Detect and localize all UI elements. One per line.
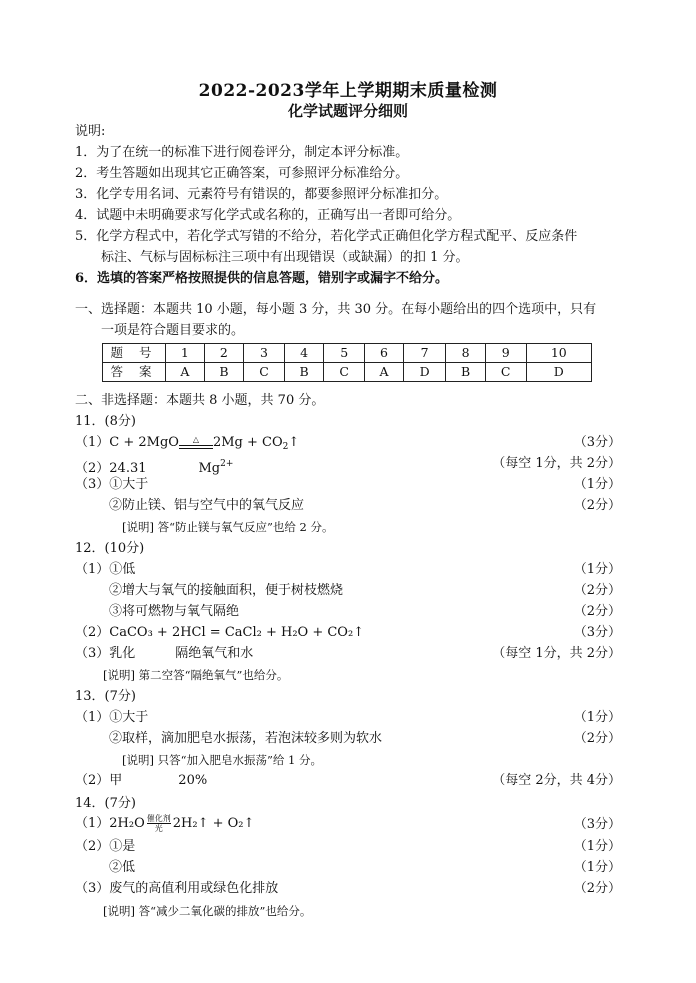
superscript: 2+ [220,459,234,469]
q13-part1a [75,709,148,727]
question-14-head: 14．(7分) [75,796,136,811]
note-item: 6．选填的答案严格按照提供的信息答题，错别字或漏字不给分。 [75,271,449,286]
table-cell: B [204,363,243,382]
table-cell: B [446,363,485,382]
part-label: （2） [75,839,110,854]
score: （每空 1分，共 2分） [492,456,621,471]
table-row-numbers [103,344,592,363]
answer-text: ②增大与氧气的接触面积，便于树枝燃烧 [109,583,344,598]
equation-products: 2H₂↑ + O₂↑ [172,816,255,831]
score: （3分） [573,625,621,640]
note-item: 标注、气标与固标标注三项中有出现错误（或缺漏）的扣 1 分。 [101,250,469,265]
part-label: （3） [75,881,110,896]
condition-catalyst: 催化剂 [146,814,171,823]
section1-heading: 一、选择题：本题共 10 小题，每小题 3 分，共 30 分。在每小题给出的四个选项中，只有 [75,302,597,317]
table-cell: 3 [244,344,285,363]
document-title: 2022-2023学年上学期期末质量检测 [198,81,498,101]
answer-text: 24.31 [109,461,147,476]
answer-text: 甲 [109,773,123,788]
q12-part1a [75,561,135,579]
heat-equals-sign: △ [179,436,213,449]
equation-reactants: C + 2MgO [109,435,179,450]
answer-text: ①大于 [109,710,149,725]
table-cell: 8 [446,344,485,363]
table-cell: 2 [204,344,243,363]
score: （每空 1分，共 2分） [492,646,621,661]
table-cell: 10 [526,344,591,363]
answer-table [102,343,592,382]
q11-part2 [75,455,233,478]
table-cell: 6 [365,344,404,363]
part-label: （3） [75,477,110,492]
question-12-head: 12．(10分) [75,541,145,556]
part-label: （2） [75,773,110,788]
table-cell: C [244,363,285,382]
q12-part2 [75,624,364,642]
note-item: 2．考生答题如出现其它正确答案，可参照评分标准给分。 [75,166,409,181]
equation-reactants: 2H₂O [109,816,145,831]
part-label: （1） [75,710,110,725]
answer-text: ③将可燃物与氧气隔绝 [109,604,240,619]
table-cell: A [166,363,205,382]
table-row-answers [103,363,592,382]
part-label: （1） [75,562,110,577]
answer-text: 20% [178,773,208,788]
answer-text: ②防止镁、铝与空气中的氧气反应 [109,498,305,513]
answer-text: ②低 [109,860,136,875]
table-cell: 4 [284,344,323,363]
answer-text: ①大于 [109,477,149,492]
table-cell: A [365,363,404,382]
q14-part2a [75,838,135,856]
score: （2分） [573,583,621,598]
score: （3分） [573,435,621,450]
q11-part1 [75,434,299,456]
table-cell: C [324,363,365,382]
section2-heading: 二、非选择题：本题共 8 小题，共 70 分。 [75,393,325,408]
part-label: （3） [75,646,110,661]
score: （3分） [573,817,621,832]
subscript: 2 [282,442,289,452]
note-item: 3．化学专用名词、元素符号有错误的，都要参照评分标准扣分。 [75,187,448,202]
answer-text: 废气的高值利用或绿色化排放 [109,881,279,896]
score: （1分） [573,860,621,875]
answer-text: ①低 [109,562,136,577]
note-item: 5．化学方程式中，若化学式写错的不给分，若化学式正确但化学方程式配平、反应条件 [75,229,578,244]
document-subtitle: 化学试题评分细则 [287,102,408,120]
score: （1分） [573,562,621,577]
table-cell: C [485,363,526,382]
equation-text: CaCO₃ + 2HCl = CaCl₂ + H₂O + CO₂↑ [109,625,365,640]
scoring-note: [说明] 只答“加入肥皂水振荡”给 1 分。 [122,753,323,767]
answer-text: Mg [198,461,221,476]
part-label: （1） [75,816,110,831]
row-label: 题 号 [103,344,166,363]
section1-heading-cont: 一项是符合题目要求的。 [101,323,245,338]
score: （1分） [573,839,621,854]
score: （1分） [573,710,621,725]
note-item: 1．为了在统一的标准下进行阅卷评分，制定本评分标准。 [75,145,409,160]
table-cell: D [526,363,591,382]
note-item: 4．试题中未明确要求写化学式或名称的，正确写出一者即可给分。 [75,208,461,223]
score: （2分） [573,604,621,619]
scoring-note: [说明] 第二空答“隔绝氧气”也给分。 [103,668,289,682]
part-label: （1） [75,435,110,450]
table-cell: B [284,363,323,382]
score: （2分） [573,881,621,896]
reaction-condition [147,814,171,833]
q12-part3 [75,645,253,663]
condition-light: 光 [147,823,171,833]
score: （每空 2分，共 4分） [492,773,621,788]
notes-heading: 说明: [75,124,106,139]
q11-part3a [75,476,148,494]
gas-arrow: ↑ [288,435,300,450]
answer-text: ①是 [109,839,136,854]
score: （1分） [573,477,621,492]
part-label: （2） [75,625,110,640]
equation-products: 2Mg + CO [212,435,283,450]
q14-part3 [75,880,278,898]
question-11-head: 11．(8分) [75,414,136,429]
q13-part2 [75,772,207,790]
score: （2分） [573,731,621,746]
table-cell: 1 [166,344,205,363]
row-label: 答 案 [103,363,166,382]
part-label: （2） [75,461,110,476]
answer-text: ②取样，滴加肥皂水振荡，若泡沫较多则为软水 [109,731,383,746]
scoring-note: [说明] 答“减少二氧化碳的排放”也给分。 [103,904,312,918]
score: （2分） [573,498,621,513]
table-cell: 5 [324,344,365,363]
scoring-note: [说明] 答“防止镁与氧气反应”也给 2 分。 [122,520,334,534]
table-cell: D [403,363,446,382]
q14-part1 [75,813,254,835]
question-13-head: 13．(7分) [75,689,136,704]
answer-text: 乳化 [109,646,136,661]
answer-text: 隔绝氧气和水 [175,646,254,661]
table-cell: 7 [403,344,446,363]
table-cell: 9 [485,344,526,363]
